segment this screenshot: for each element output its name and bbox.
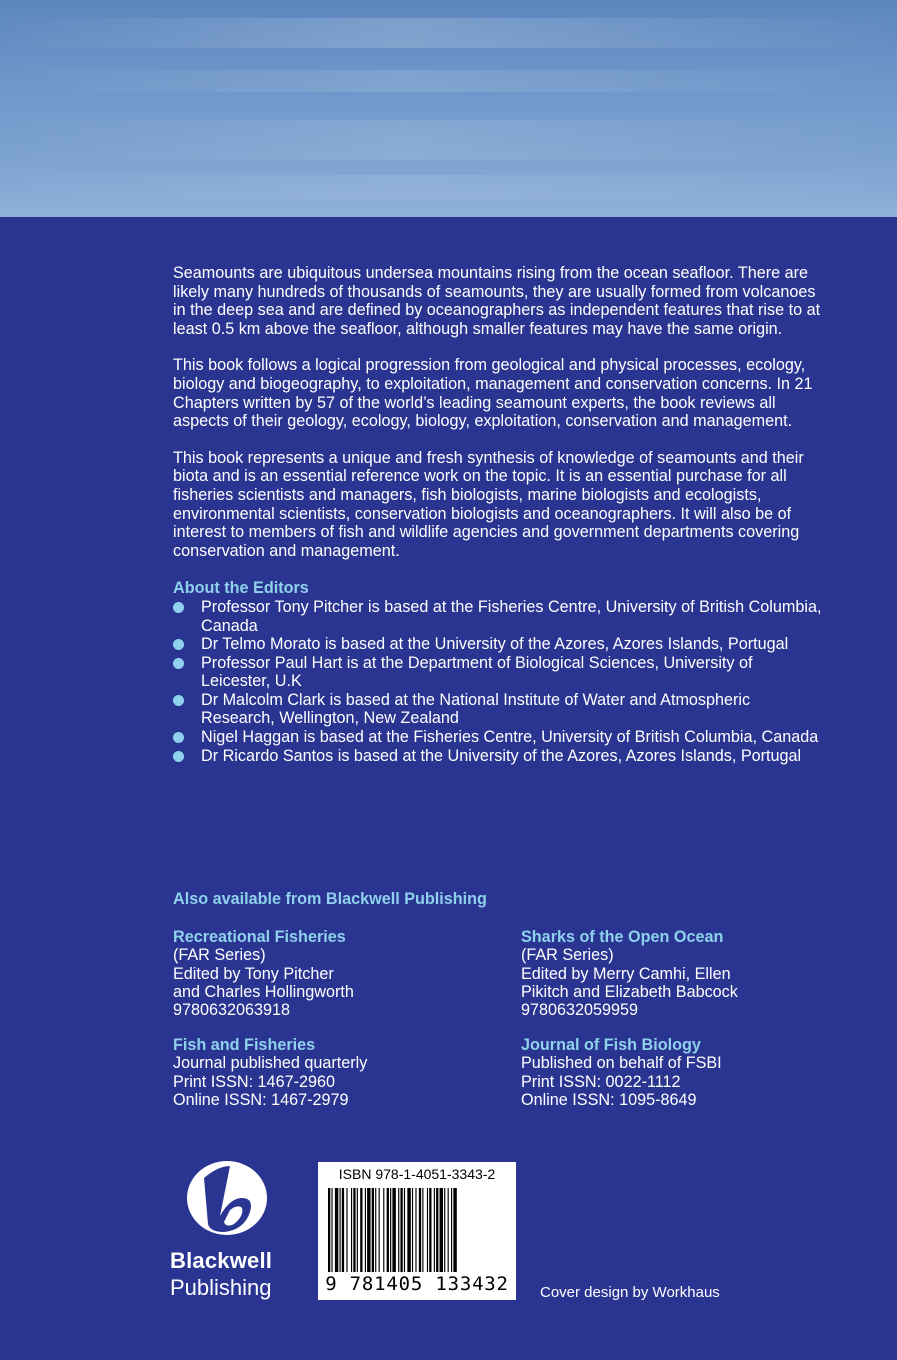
blackwell-b-logo-icon — [184, 1158, 270, 1238]
also-available-heading: Also available from Blackwell Publishing — [173, 890, 487, 908]
back-cover-text — [173, 264, 823, 765]
book-title: Fish and Fisheries — [173, 1036, 316, 1054]
list-item: Nigel Haggan is based at the Fisheries Centre, University of British Columbia, Canada — [173, 728, 823, 747]
book-line: (FAR Series) — [521, 946, 614, 965]
book-line: 9780632059959 — [521, 1001, 639, 1020]
bullet-icon — [173, 658, 184, 669]
book-journal-of-fish-biology — [521, 1036, 851, 1109]
barcode-digits: 9 781405 133432 — [325, 1273, 509, 1295]
list-item: Dr Malcolm Clark is based at the National Institute of Water and Atmospheric Research, Wellington, New Zealand — [173, 691, 823, 728]
list-item: Dr Ricardo Santos is based at the University of the Azores, Azores Islands, Portugal — [173, 747, 823, 766]
book-recreational-fisheries — [173, 928, 503, 1019]
book-line: Edited by Merry Camhi, Ellen — [521, 964, 731, 983]
bullet-icon — [173, 639, 184, 650]
publisher-name-line1: Blackwell — [170, 1248, 273, 1273]
book-title: Journal of Fish Biology — [521, 1036, 701, 1054]
bullet-icon — [173, 602, 184, 613]
book-fish-and-fisheries — [173, 1036, 503, 1109]
description-paragraph-1: Seamounts are ubiquitous undersea mountains rising from the ocean seafloor. There are likely many hundreds of thousands of seamounts, they are usually formed from volcanoes in the deep sea and are defined by oceanographers as independent features that rise to at least 0.5 km above the seafloor, although smaller features may have the same origin. — [173, 264, 821, 338]
publisher-name-line2: Publishing — [170, 1275, 272, 1300]
publisher-logo — [168, 1158, 288, 1238]
cover-photo-band — [0, 0, 897, 217]
editors-heading: About the Editors — [173, 579, 309, 598]
book-line: 9780632063918 — [173, 1001, 291, 1020]
list-item: Professor Paul Hart is at the Department of Biological Sciences, University of Leicester, U.K — [173, 654, 823, 691]
book-line: and Charles Hollingworth — [173, 982, 354, 1001]
book-line: Online ISSN: 1095-8649 — [521, 1090, 697, 1109]
book-line: Journal published quarterly — [173, 1054, 368, 1073]
book-title: Recreational Fisheries — [173, 928, 346, 946]
book-line: (FAR Series) — [173, 946, 266, 965]
book-line: Online ISSN: 1467-2979 — [173, 1090, 349, 1109]
bullet-icon — [173, 751, 184, 762]
isbn-label: ISBN 978-1-4051-3343-2 — [338, 1166, 496, 1182]
book-title: Sharks of the Open Ocean — [521, 928, 724, 946]
isbn-barcode — [318, 1162, 516, 1300]
book-line: Print ISSN: 1467-2960 — [173, 1072, 335, 1091]
list-item: Dr Telmo Morato is based at the University of the Azores, Azores Islands, Portugal — [173, 635, 823, 654]
book-line: Print ISSN: 0022-1112 — [521, 1072, 681, 1091]
description-paragraph-3: This book represents a unique and fresh synthesis of knowledge of seamounts and their biota and is an essential reference work on the topic. It is an essential purchase for all fisheries scientists and managers, fish biologists, marine biologists and ecologists, environmental scientists, conservation biologists and oceanographers. It will also be of interest to members of fish and wildlife agencies and government departments covering conservation and management. — [173, 448, 804, 560]
book-line: Edited by Tony Pitcher — [173, 964, 334, 983]
book-line: Pikitch and Elizabeth Babcock — [521, 982, 738, 1001]
book-line: Published on behalf of FSBI — [521, 1054, 722, 1073]
description-paragraph-2: This book follows a logical progression from geological and physical processes, ecology, biology and biogeography, to exploitation, management and conservation concerns. In 21 Chapters written by 57 of the world’s leading seamount experts, the book reviews all aspects of their geology, ecology, biology, exploitation, conservation and management. — [173, 356, 813, 431]
bullet-icon — [173, 695, 184, 706]
bullet-icon — [173, 732, 184, 743]
book-sharks-of-the-open-ocean — [521, 928, 851, 1019]
cover-credit: Cover design by Workhaus — [540, 1284, 720, 1301]
barcode-icon — [326, 1188, 508, 1272]
editors-list — [173, 598, 823, 765]
list-item: Professor Tony Pitcher is based at the Fisheries Centre, University of British Columbia, Canada — [173, 598, 823, 635]
